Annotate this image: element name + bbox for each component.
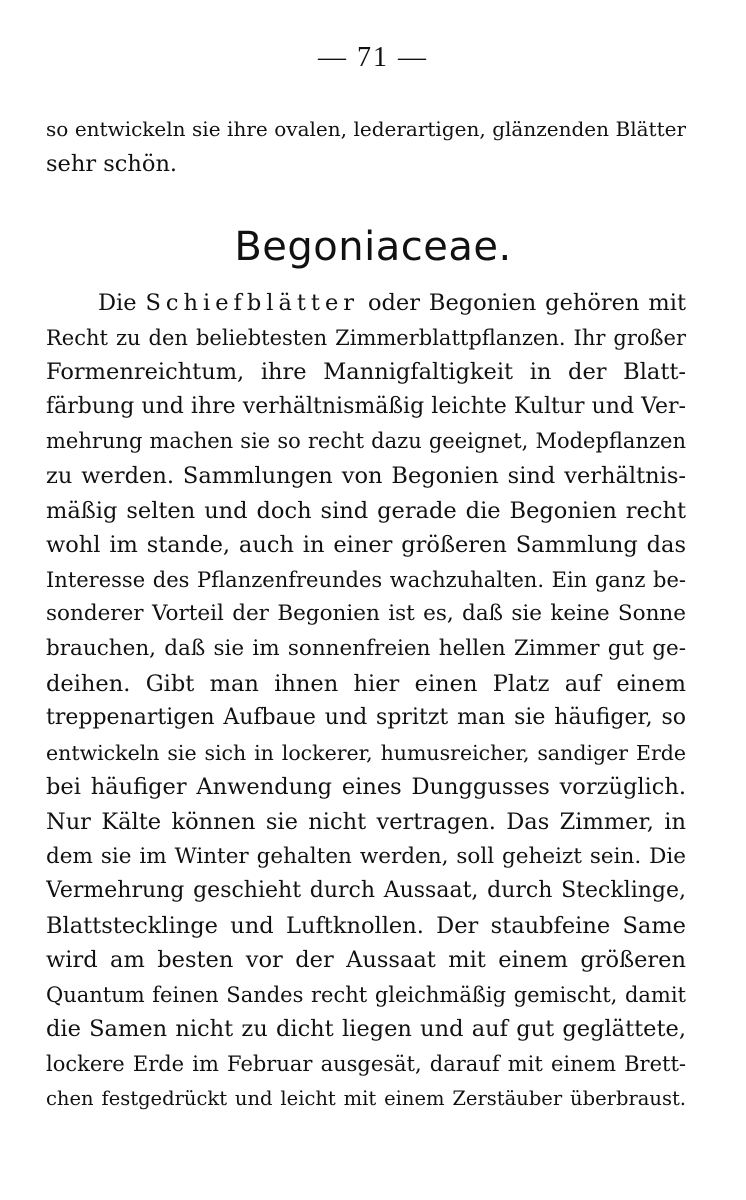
intro-paragraph <box>46 112 686 181</box>
text-line: wohl im stande, auch in einer größeren Sammlung das <box>46 532 686 559</box>
text-line: die Samen nicht zu dicht liegen und auf gut geglättete, <box>46 1016 686 1043</box>
text-line: Nur Kälte können sie nicht vertragen. Das Zimmer, in <box>46 808 686 835</box>
text-line: sehr schön. <box>46 150 178 177</box>
emphasized-term: Schiefblätter <box>145 290 360 316</box>
text-line: Vermehrung geschieht durch Aussaat, durch Stecklinge, <box>46 878 686 904</box>
text-line: mehrung machen sie so recht dazu geeignet, Modepflanzen <box>46 429 686 454</box>
first-line-rest: oder Begonien gehören mit <box>359 290 686 316</box>
text-line: dem sie im Winter gehalten werden, soll geheizt sein. Die <box>46 843 686 869</box>
section-title: Begoniaceae. <box>234 224 512 270</box>
text-line: färbung und ihre verhältnismäßig leichte Kultur und Ver- <box>46 393 686 419</box>
text-line: entwickeln sie sich in lockerer, humusreicher, sandiger Erde <box>46 740 686 765</box>
text-line: Interesse des Pflanzenfreundes wachzuhalten. Ein ganz be- <box>46 567 686 592</box>
text-line: so entwickeln sie ihre ovalen, lederartigen, glänzenden Blätter <box>46 117 686 141</box>
text-line: Quantum feinen Sandes recht gleichmäßig gemischt, damit <box>46 982 686 1007</box>
text-line: chen festgedrückt und leicht mit einem Zerstäuber überbraust. <box>46 1086 686 1110</box>
text-line: bei häufiger Anwendung eines Dunggusses vorzüglich. <box>46 774 686 801</box>
text-line: deihen. Gibt man ihnen hier einen Platz auf einem <box>46 670 686 697</box>
begonia-paragraph <box>46 286 686 1116</box>
text-line: wird am besten vor der Aussaat mit einem größeren <box>46 947 686 974</box>
text-line: zu werden. Sammlungen von Begonien sind verhältnis- <box>46 462 686 489</box>
first-line-prefix: Die <box>98 290 146 316</box>
text-line: treppenartigen Aufbaue und spritzt man sie häufiger, so <box>46 705 686 731</box>
text-line: Recht zu den beliebtesten Zimmerblattpflanzen. Ihr großer <box>46 325 686 350</box>
text-line: brauchen, daß sie im sonnenfreien hellen Zimmer gut ge- <box>46 635 686 661</box>
text-line-first <box>46 286 686 321</box>
text-line: Blattstecklinge und Luftknollen. Der staubfeine Same <box>46 912 686 939</box>
page-number: — 71 — <box>318 42 428 73</box>
text-line: mäßig selten und doch sind gerade die Begonien recht <box>46 497 686 524</box>
text-line: lockere Erde im Februar ausgesät, darauf mit einem Brett- <box>46 1052 686 1077</box>
text-line: Formenreichtum, ihre Mannigfaltigkeit in der Blatt- <box>46 359 686 386</box>
text-line: sonderer Vorteil der Begonien ist es, daß sie keine Sonne <box>46 601 686 627</box>
